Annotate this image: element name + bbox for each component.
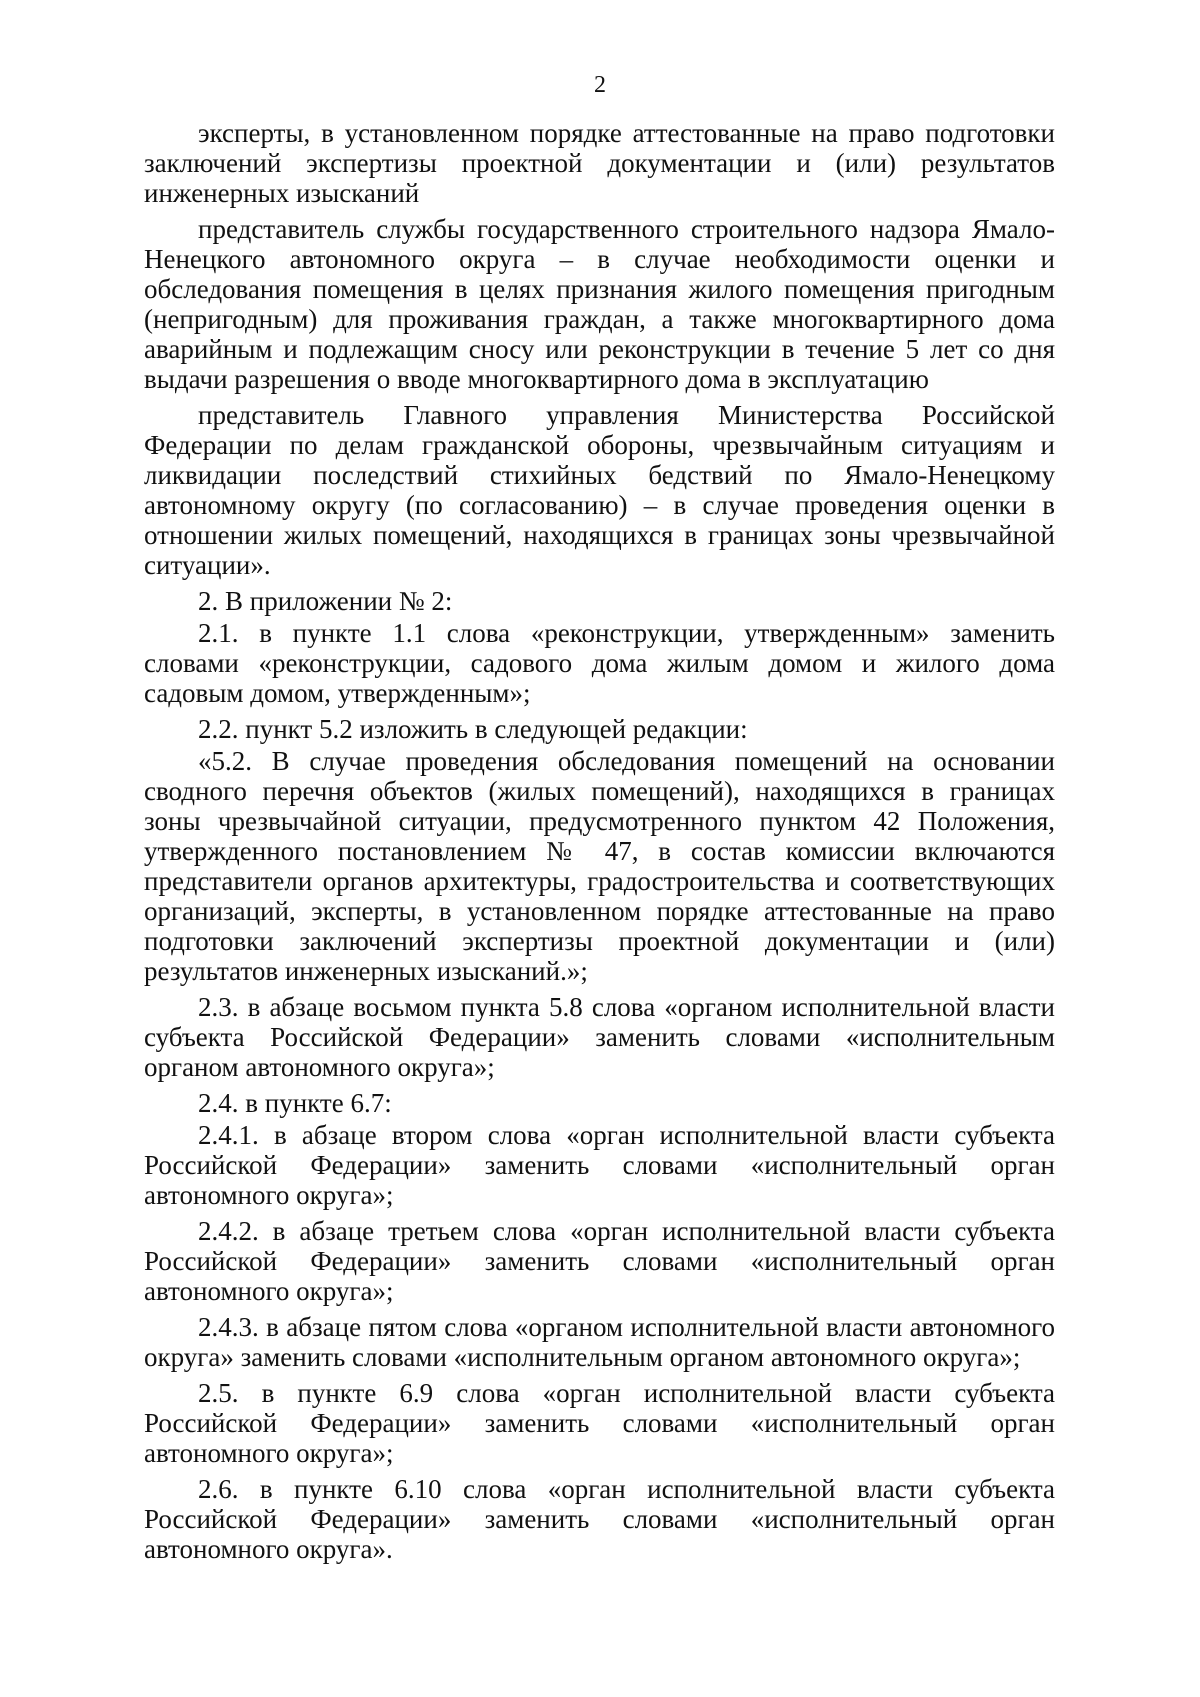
paragraph-appendix-2: 2. В приложении № 2: — [198, 586, 453, 616]
paragraph-item-2-4: 2.4. в пункте 6.7: — [198, 1088, 392, 1118]
paragraph-emergency-ministry: представитель Главного управления Министерства Российской Федерации по делам гражданской обороны, чрезвычайным ситуациям и ликвидации последствий стихийных бедствий по Ямало-Ненецкому автономному округу (по согласованию) – в случае проведения оценки в отношении жилых помещений, находящихся в границах зоны чрезвычайной ситуации». — [144, 400, 1055, 580]
paragraph-item-2-5: 2.5. в пункте 6.9 слова «орган исполнительной власти субъекта Российской Федерации» заменить словами «исполнительный орган автономного округа»; — [144, 1378, 1055, 1468]
paragraph-experts: эксперты, в установленном порядке аттестованные на право подготовки заключений экспертизы проектной документации и (или) результатов инженерных изысканий — [144, 118, 1055, 208]
paragraph-item-2-3: 2.3. в абзаце восьмом пункта 5.8 слова «органом исполнительной власти субъекта Российской Федерации» заменить словами «исполнительным органом автономного округа»; — [144, 992, 1055, 1082]
paragraph-item-2-6: 2.6. в пункте 6.10 слова «орган исполнительной власти субъекта Российской Федерации» заменить словами «исполнительный орган автономного округа». — [144, 1474, 1055, 1564]
page-number: 2 — [594, 72, 606, 98]
paragraph-item-2-1: 2.1. в пункте 1.1 слова «реконструкции, утвержденным» заменить словами «реконструкции, садового дома жилым домом и жилого дома садовым домом, утвержденным»; — [144, 618, 1055, 708]
paragraph-item-2-4-2: 2.4.2. в абзаце третьем слова «орган исполнительной власти субъекта Российской Федерации» заменить словами «исполнительный орган автономного округа»; — [144, 1216, 1055, 1306]
paragraph-item-2-4-3: 2.4.3. в абзаце пятом слова «органом исполнительной власти автономного округа» заменить словами «исполнительным органом автономного округа»; — [144, 1312, 1055, 1372]
document-body — [144, 118, 1055, 1570]
paragraph-item-2-2: 2.2. пункт 5.2 изложить в следующей редакции: — [198, 714, 748, 744]
paragraph-construction-supervision: представитель службы государственного строительного надзора Ямало-Ненецкого автономного округа – в случае необходимости оценки и обследования помещения в целях признания жилого помещения пригодным (непригодным) для проживания граждан, а также многоквартирного дома аварийным и подлежащим сносу или реконструкции в течение 5 лет со дня выдачи разрешения о вводе многоквартирного дома в эксплуатацию — [144, 214, 1055, 394]
paragraph-item-5-2: «5.2. В случае проведения обследования помещений на основании сводного перечня объектов (жилых помещений), находящихся в границах зоны чрезвычайной ситуации, предусмотренного пунктом 42 Положения, утвержденного постановлением № 47, в состав комиссии включаются представители органов архитектуры, градостроительства и соответствующих организаций, эксперты, в установленном порядке аттестованные на право подготовки заключений экспертизы проектной документации и (или) результатов инженерных изысканий.»; — [144, 746, 1055, 986]
paragraph-item-2-4-1: 2.4.1. в абзаце втором слова «орган исполнительной власти субъекта Российской Федерации» заменить словами «исполнительный орган автономного округа»; — [144, 1120, 1055, 1210]
